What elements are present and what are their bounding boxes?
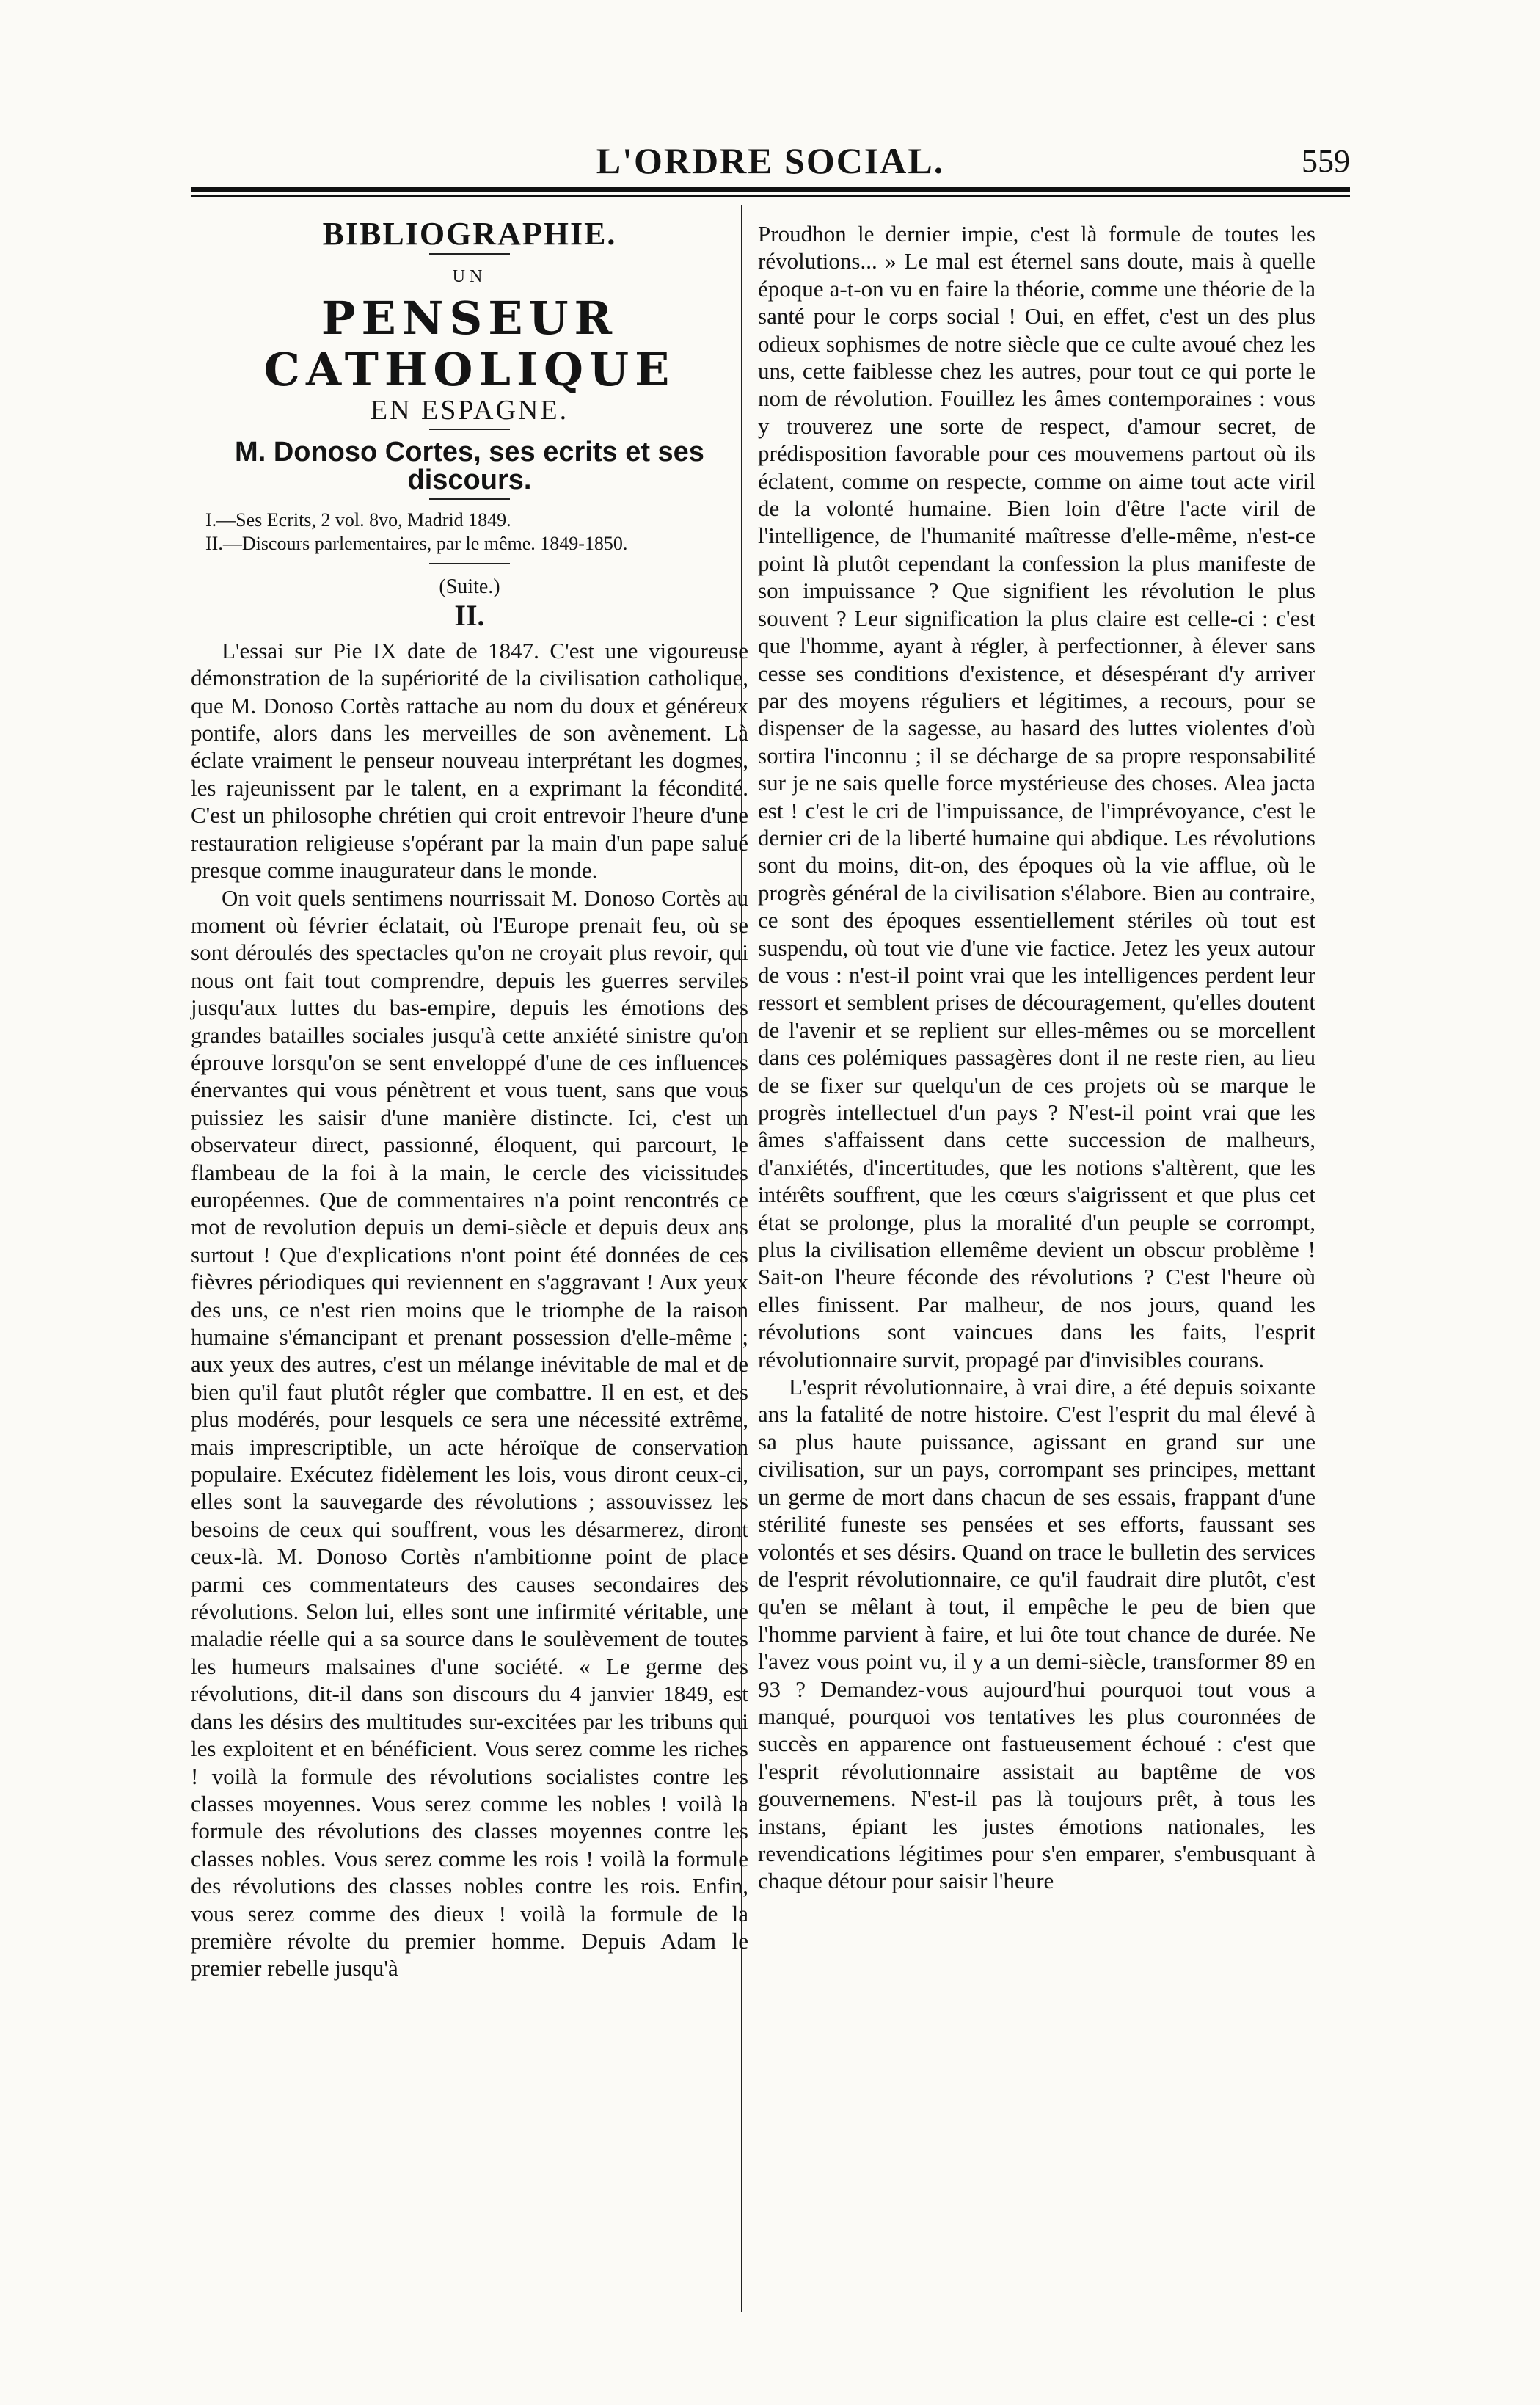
- part-number: II.: [454, 599, 485, 633]
- article-kicker: UN: [452, 267, 487, 287]
- article-headline: PENSEUR CATHOLIQUE: [263, 291, 676, 396]
- headline-rule: [429, 429, 510, 430]
- reference-1: I.—Ses Ecrits, 2 vol. 8vo, Madrid 1849.: [205, 509, 511, 531]
- running-head: [191, 139, 1350, 183]
- journal-title: L'ORDRE SOCIAL.: [596, 140, 945, 181]
- bibliographic-references: [205, 509, 748, 556]
- body-paragraph: On voit quels sentimens nourrissait M. Donoso Cortès au moment où février éclatait, où l'Europe prenait feu, où se sont déroulés des spectacles qu'on ne croyait plus revoir, qui nous ont fait tout comprendre, depuis les guerres serviles jusqu'aux luttes du bas-empire, depuis les émotions des grandes batailles sociales jusqu'à cette anxiété sinistre qu'on éprouve lorsqu'on se sent enveloppé d'une de ces influences énervantes qui vous pénètrent et vous tuent, sans que vous puissiez les saisir d'une manière distincte. Ici, c'est un observateur direct, passionné, éloquent, qui parcourt, le flambeau de la foi à la main, le cercle des vicissitudes européennes. Que de commentaires n'a point rencontrés ce mot de revolution depuis un demi-siècle et depuis deux ans surtout ! Que d'explications n'ont point été données de ces fièvres périodiques qui reviennent en s'aggravant ! Aux yeux des uns, ce n'est rien moins que le triomphe de la raison humaine s'émancipant et prenant possession d'elle-même ; aux yeux des autres, c'est un mélange inévitable de mal et de bien qu'il faut plutôt régler que combattre. Il en est, et des plus modérés, pour lesquels ce sera une nécessité extrême, mais imprescriptible, un acte héroïque de conservation populaire. Exécutez fidèlement les lois, vous diront ceux-ci, elles sont la sauvegarde des révolutions ; assouvissez les besoins de ceux qui souffrent, vous les désarmerez, diront ceux-là. M. Donoso Cortès n'ambitionne point de place parmi ces commentateurs des causes secondaires des révolutions. Selon lui, elles sont une infirmité véritable, une maladie réelle qui a sa source dans le soulèvement de toutes les humeurs malsaines d'une société. « Le germe des révolutions, dit-il dans son discours du 4 janvier 1849, est dans les désirs des multitudes sur-excitées par les tribuns qui les exploitent et en bénéficient. Vous serez comme les riches ! voilà la formule des révolutions socialistes contre les classes moyennes. Vous serez comme les nobles ! voilà la formule des révolutions des classes moyennes contre les classes nobles. Vous serez comme les rois ! voilà la formule des révolutions des classes nobles contre les rois. Enfin, vous serez comme des dieux ! voilà la formule de la première révolte du premier homme. Depuis Adam le premier rebelle jusqu'à: [191, 884, 748, 1982]
- section-rule: [429, 253, 510, 255]
- article-subject: M. Donoso Cortes, ses ecrits et ses discours.: [235, 437, 704, 495]
- references-rule: [429, 563, 510, 564]
- article-headline-line2: EN ESPAGNE.: [370, 394, 569, 426]
- left-column: [191, 216, 748, 1982]
- section-title: BIBLIOGRAPHIE.: [322, 216, 617, 252]
- right-column: [758, 220, 1315, 1895]
- subject-rule: [429, 498, 510, 500]
- continued-label: (Suite.): [439, 575, 500, 599]
- page-number: 559: [1302, 143, 1350, 179]
- header-rule-thin: [191, 195, 1350, 197]
- body-paragraph: L'essai sur Pie IX date de 1847. C'est une vigoureuse démonstration de la supériorité de la civilisation catholique, que M. Donoso Cortès rattache au nom du doux et généreux pontife, alors dans les merveilles de son avènement. Là éclate vraiment le penseur nouveau interprétant les dogmes, les rajeunissent par le talent, en a exprimant la fécondité. C'est un philosophe chrétien qui croit entrevoir l'heure d'une restauration religieuse s'opérant par la main d'un pape salué presque comme inaugurateur dans le monde.: [191, 637, 748, 884]
- body-paragraph: L'esprit révolutionnaire, à vrai dire, a été depuis soixante ans la fatalité de notre histoire. C'est l'esprit du mal élevé à sa plus haute puissance, agissant en grand sur une civilisation, sur un pays, corrompant ses principes, mettant un germe de mort dans chacun de ses essais, frappant d'une stérilité funeste ses pensées et ses efforts, faussant ses volontés et ses désirs. Quand on trace le bulletin des services de l'esprit révolutionnaire, ce qu'il faudrait dire plutôt, c'est qu'en se mêlant à tout, il empêche le peu de bien que l'homme parvient à faire, et lui ôte tout chance de durée. Ne l'avez vous point vu, il y a un demi-siècle, transformer 89 en 93 ? Demandez-vous aujourd'hui pourquoi tout vous a manqué, pourquoi vos tentatives les plus couronnées de succès en apparence ont fastueusement échoué : c'est que l'esprit révolutionnaire assistait au baptême de vos gouvernemens. N'est-il pas là toujours prêt, à tous les instans, épiant les justes émotions nationales, les revendications légitimes pour s'en emparer, s'embusquant à chaque détour pour saisir l'heure: [758, 1374, 1315, 1894]
- body-paragraph: Proudhon le dernier impie, c'est là formule de toutes les révolutions... » Le mal est éternel sans doute, mais à quelle époque a-t-on vu en faire la théorie, comme une théorie de la santé pour le corps social ! Oui, en effet, c'est un des plus odieux sophismes de notre siècle que ce culte avoué chez les uns, cette faiblesse chez les autres, pour tout ce qui porte le nom de révolution. Fouillez les âmes contemporaines : vous y trouverez une sorte de respect, d'amour secret, de prédisposition favorable pour ces mouvemens partout où ils éclatent, comme on respecte, comme on aime tout acte viril de la volonté humaine. Bien loin d'être l'acte viril de l'intelligence, de l'humanité maîtresse d'elle-même, n'est-ce point là plutôt cependant la confession la plus manifeste de son impuissance ? Que signifient les révolution le plus souvent ? Leur signification la plus claire est celle-ci : c'est que l'homme, ayant à régler, à perfectionner, à élever sans cesse ses conditions d'existence, et désespérant d'y arriver par des moyens réguliers et légitimes, a recours, pour se dispenser de la sagesse, au hasard des luttes violentes d'où sortira l'inconnu ; il se décharge de sa propre responsabilité sur je ne sais quelle force mystérieuse des choses. Alea jacta est ! c'est le cri de l'impuissance, de l'imprévoyance, c'est le dernier cri de la liberté humaine qui abdique. Les révolutions sont du moins, dit-on, des époques où la vie afflue, où le progrès général de la civilisation s'élabore. Bien au contraire, ce sont des époques essentiellement stériles où tout est suspendu, où tout vie d'une vie factice. Jetez les yeux autour de vous : n'est-il point vrai que les intelligences perdent leur ressort et semblent prises de découragement, qu'elles doutent de l'avenir et se replient sur elles-mêmes ou se morcellent dans ces polémiques passagères dont il ne reste rien, au lieu de se fixer sur quelqu'un de ces projets où se marque le progrès intellectuel d'un pays ? N'est-il point vrai que les âmes s'affaissent dans cette succession de malheurs, d'anxiétés, d'incertitudes, que les notions s'altèrent, que les intérêts souffrent, que les cœurs s'aigrissent et que plus cet état se prolonge, plus la moralité d'un peuple se corrompt, plus la civilisation ellemême devient un obscur problème ! Sait-on l'heure féconde des révolutions ? C'est l'heure où elles finissent. Par malheur, de nos jours, quand les révolutions sont vaincues dans les faits, l'esprit révolutionnaire survit, propagé par d'invisibles courans.: [758, 221, 1315, 1372]
- header-rule-thick: [191, 187, 1350, 192]
- reference-2: II.—Discours parlementaires, par le même. 1849-1850.: [205, 533, 628, 555]
